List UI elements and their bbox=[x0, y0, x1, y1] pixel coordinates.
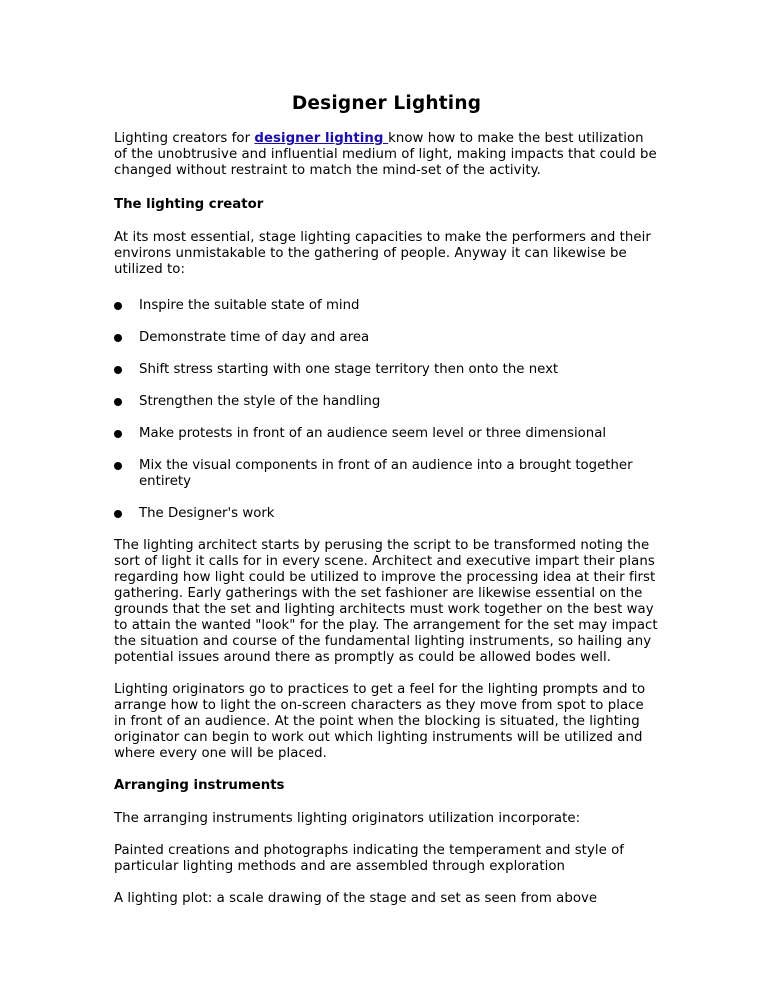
bullet-list bbox=[114, 298, 659, 522]
intro-text-end: know how to make the best utilization of the unobtrusive and influential medium of light, making impacts that could be changed without restraint to match the mind-set of the activity. bbox=[114, 131, 657, 178]
bullet-dot-icon bbox=[114, 430, 122, 438]
bullet-dot-icon bbox=[114, 334, 122, 342]
bullet-dot-icon bbox=[114, 366, 122, 374]
list-item-text: The Designer's work bbox=[139, 506, 275, 521]
intro-text-start: Lighting creators for bbox=[114, 131, 255, 146]
list-item-text: Shift stress starting with one stage territory then onto the next bbox=[139, 362, 559, 377]
list-item-text: Mix the visual components in front of an audience into a brought together entirety bbox=[139, 458, 633, 489]
architect-paragraph: The lighting architect starts by perusing the script to be transformed noting the sort of light it calls for in every scene. Architect and executive impart their plans regarding how light could be utilized to improve the processing idea at their first gathering. Early gatherings with the set fashioner are likewise essential on the grounds that the set and lighting architects must work together on the best way to attain the wanted "look" for the play. The arrangement for the set may impact the situation and course of the fundamental lighting instruments, so hailing any potential issues around there as promptly as could be allowed bodes well. bbox=[114, 538, 658, 665]
heading-lighting-creator: The lighting creator bbox=[114, 197, 264, 212]
list-item bbox=[114, 458, 659, 490]
list-item-text: Demonstrate time of day and area bbox=[139, 330, 370, 345]
list-item-text: Strengthen the style of the handling bbox=[139, 394, 381, 409]
heading-arranging-instruments: Arranging instruments bbox=[114, 778, 285, 793]
bullet-dot-icon bbox=[114, 510, 122, 518]
painted-creations-paragraph: Painted creations and photographs indicating the temperament and style of particular lighting methods and are assembled through exploration bbox=[114, 843, 625, 874]
document-page bbox=[114, 92, 659, 923]
bullet-dot-icon bbox=[114, 302, 122, 310]
list-item-text: Make protests in front of an audience seem level or three dimensional bbox=[139, 426, 607, 441]
list-item-text: Inspire the suitable state of mind bbox=[139, 298, 360, 313]
designer-lighting-link[interactable]: designer lighting bbox=[254, 131, 389, 146]
document-title: Designer Lighting bbox=[291, 93, 482, 114]
bullet-dot-icon bbox=[114, 462, 122, 470]
list-item bbox=[114, 506, 659, 522]
list-item bbox=[114, 362, 659, 378]
creator-intro-paragraph: At its most essential, stage lighting capacities to make the performers and their environs unmistakable to the gathering of people. Anyway it can likewise be utilized to: bbox=[114, 230, 651, 277]
bullet-dot-icon bbox=[114, 398, 122, 406]
list-item bbox=[114, 394, 659, 410]
intro-paragraph bbox=[114, 131, 659, 179]
originators-paragraph: Lighting originators go to practices to get a feel for the lighting prompts and to arrange how to light the on-screen characters as they move from spot to place in front of an audience. At the point when the blocking is situated, the lighting originator can begin to work out which lighting instruments will be utilized and where every one will be placed. bbox=[114, 682, 646, 761]
list-item bbox=[114, 298, 659, 314]
instruments-intro-paragraph: The arranging instruments lighting originators utilization incorporate: bbox=[114, 811, 581, 826]
list-item bbox=[114, 426, 659, 442]
lighting-plot-paragraph: A lighting plot: a scale drawing of the stage and set as seen from above bbox=[114, 891, 598, 906]
list-item bbox=[114, 330, 659, 346]
